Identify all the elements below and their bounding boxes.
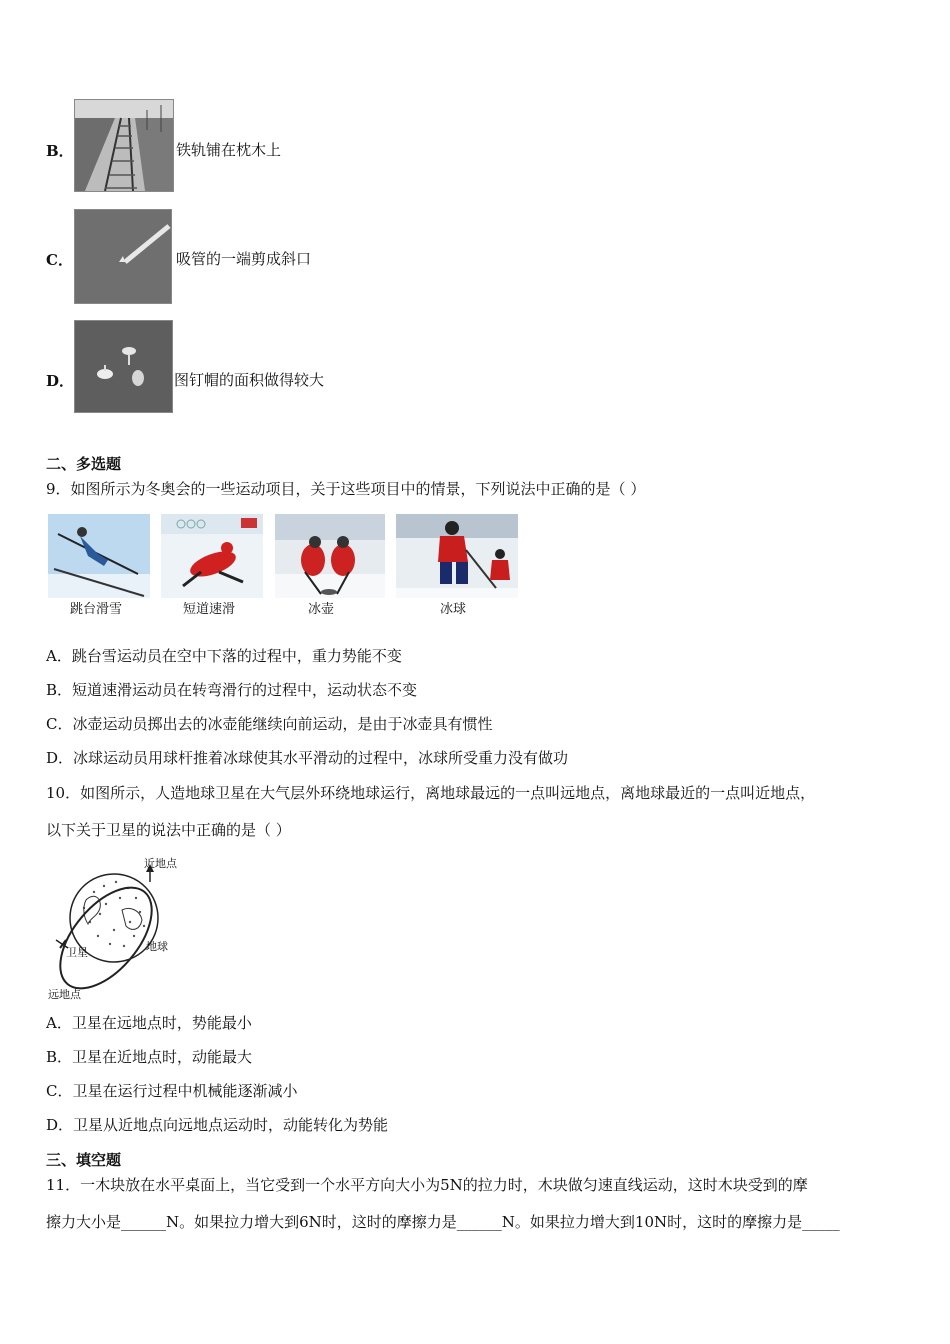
q9-option-c: C．冰壶运动员掷出去的冰壶能继续向前运动，是由于冰壶具有惯性 (46, 715, 493, 733)
option-text: 吸管的一端剪成斜口 (176, 250, 312, 268)
q10-option-a: A．卫星在远地点时，势能最小 (46, 1014, 252, 1032)
option-text: 铁轨铺在枕木上 (176, 141, 282, 159)
option-letter: C． (46, 251, 73, 269)
q10-option-c: C．卫星在运行过程中机械能逐渐减小 (46, 1082, 298, 1100)
satellite-orbit-diagram (44, 852, 194, 1002)
q10-option-b: B．卫星在近地点时，动能最大 (46, 1048, 253, 1066)
q9-option-b: B．短道速滑运动员在转弯滑行的过程中，运动状态不变 (46, 681, 418, 699)
section-heading-fill-in: 三、填空题 (46, 1151, 122, 1169)
straw-photo (74, 209, 172, 304)
option-letter: B． (46, 142, 74, 160)
q9-stem: 9．如图所示为冬奥会的一些运动项目，关于这些项目中的情景，下列说法中正确的是（ ） (46, 480, 646, 498)
railway-track-photo (74, 99, 174, 192)
q10-option-d: D．卫星从近地点向远地点运动时，动能转化为势能 (46, 1116, 389, 1134)
earth-label: 地球 (146, 940, 168, 953)
q9-option-a: A．跳台雪运动员在空中下落的过程中，重力势能不变 (46, 647, 402, 665)
perigee-label: 近地点 (144, 857, 177, 870)
caption: 冰球 (440, 602, 467, 617)
caption: 短道速滑 (183, 602, 236, 617)
caption: 跳台滑雪 (70, 602, 123, 617)
orbit-drawing (44, 852, 194, 1002)
q9-option-d: D．冰球运动员用球杆推着冰球使其水平滑动的过程中，冰球所受重力没有做功 (46, 749, 569, 767)
thumbtack-photo (74, 320, 173, 413)
option-text: 图钉帽的面积做得较大 (174, 371, 325, 389)
q10-stem-line2: 以下关于卫星的说法中正确的是（ ） (46, 821, 291, 839)
q11-line2: 擦力大小是______N。如果拉力增大到6N时，这时的摩擦力是______N。如果拉力增大到10N时，这时的摩擦力是_____ (46, 1213, 840, 1231)
section-heading-multiple-choice: 二、多选题 (46, 455, 122, 473)
option-letter: D． (46, 372, 75, 390)
q11-line1: 11．一木块放在水平桌面上，当它受到一个水平方向大小为5N的拉力时，木块做匀速直线运动，这时木块受到的摩 (46, 1176, 808, 1194)
apogee-label: 远地点 (48, 988, 81, 1001)
caption: 冰壶 (308, 602, 335, 617)
satellite-label: 卫星 (66, 946, 88, 959)
q10-stem-line1: 10．如图所示，人造地球卫星在大气层外环绕地球运行，离地球最远的一点叫远地点，离地球最近的一点叫近地点， (46, 784, 816, 802)
